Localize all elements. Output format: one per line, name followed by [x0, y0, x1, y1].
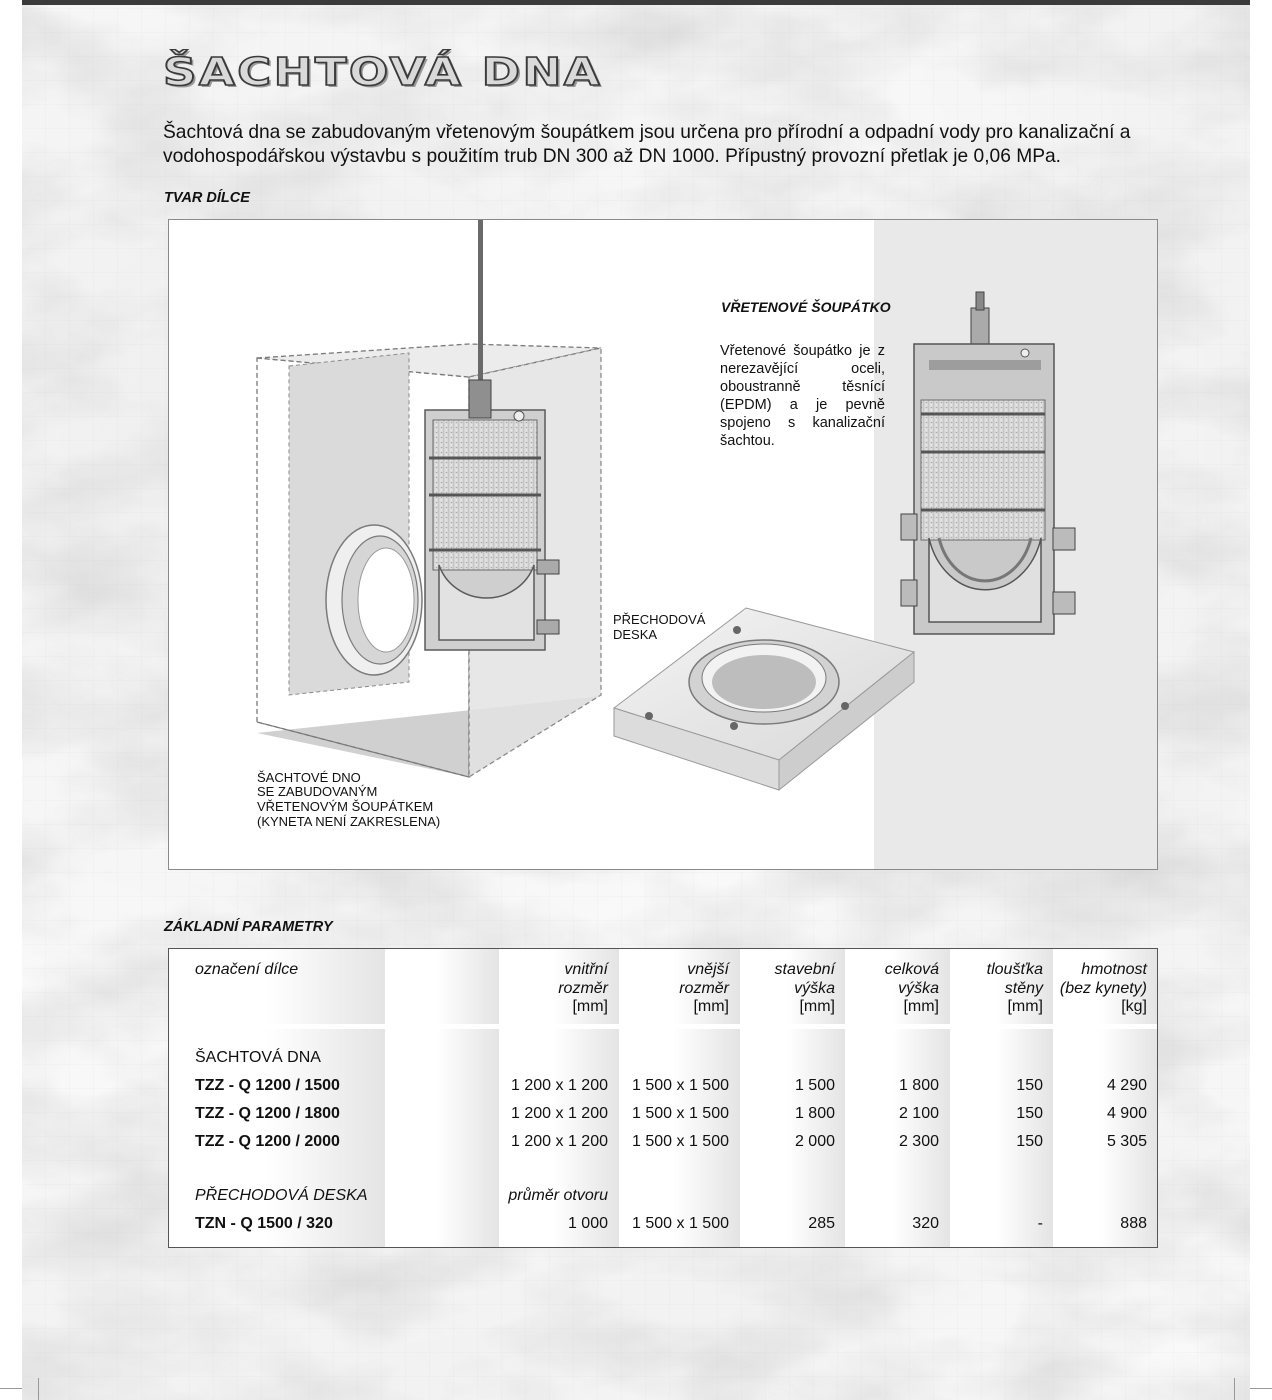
header-total-height-1: celková [884, 961, 939, 978]
crop-mark [0, 1388, 22, 1389]
header-name: označení dílce [195, 961, 299, 978]
header-weight-2: (bez kynety) [1059, 980, 1147, 997]
top-rule [22, 0, 1250, 5]
header-inner-1: vnitřní [564, 961, 608, 978]
shaft-label-line-1: ŠACHTOVÉ DNO [257, 770, 361, 785]
header-total-height-2: výška [898, 980, 939, 997]
header-weight-3: [kg] [1121, 998, 1147, 1015]
intro-paragraph: Šachtová dna se zabudovaným vřetenovým šoupátkem jsou určena pro přírodní a odpadní vody pro kanalizační a vodohospodářskou výstavbu s použitím trub DN 300 až DN 1000. Přípustný provozní přetlak je 0,06 MPa. [163, 122, 1131, 167]
header-total-height-3: [mm] [903, 998, 939, 1015]
header-build-height-3: [mm] [799, 998, 835, 1015]
header-wall-2: stěny [1004, 980, 1043, 997]
section-heading-params: ZÁKLADNÍ PARAMETRY [164, 919, 333, 935]
section-heading-shape: TVAR DÍLCE [164, 190, 250, 206]
valve-title-label: VŘETENOVÉ ŠOUPÁTKO [721, 299, 891, 315]
spindle-rod [478, 220, 483, 380]
valve-description: Vřetenové šoupátko je z nerezavějící oceli, oboustranně těsnící (EPDM) a je pevně spojeno s kanalizační šachtou. [720, 343, 885, 449]
shaft-label-line-2: SE ZABUDOVANÝM [257, 784, 378, 799]
header-build-height-2: výška [794, 980, 835, 997]
group-label-transition-plate: PŘECHODOVÁ DESKA [195, 1187, 368, 1204]
header-outer-2: rozměr [679, 980, 729, 997]
header-weight-1: hmotnost [1081, 961, 1147, 978]
header-wall-1: tloušťka [986, 961, 1043, 978]
group-label-shaft-bottoms: ŠACHTOVÁ DNA [195, 1049, 321, 1066]
parameters-table: označení dílce vnitřní rozměr [mm] vnější rozměr [mm] stavební výška [mm] celková výška [mm] tloušťka stěny [mm] hmotnost (bez kynety) [kg] ŠACHTOVÁ DNA TZZ - Q 1200 / 1500 1 200 x 1 200 1 500 x 1 500 1 500 1 800 150 4 290 TZZ - Q 1200 / 1800 1 200 x 1 200 1 500 x 1 500 1 800 2 100 150 4 900 TZZ - Q 1200 / 2000 1 200 x 1 200 1 500 x 1 500 2 000 2 300 150 5 305 PŘECHODOVÁ DESKA průměr otvoru TZN - Q 1500 / 320 1 000 1 500 x 1 500 285 320 - 888 [168, 948, 1158, 1248]
header-outer-1: vnější [687, 961, 729, 978]
header-inner-3: [mm] [572, 998, 608, 1015]
product-figure [168, 219, 1158, 870]
transition-plate-drawing [614, 608, 914, 790]
crop-mark [1234, 1378, 1235, 1400]
crop-mark [1250, 1388, 1272, 1389]
standalone-valve-drawing [901, 292, 1075, 634]
header-inner-2: rozměr [558, 980, 608, 997]
shaft-label-line-3: VŘETENOVÝM ŠOUPÁTKEM [257, 799, 434, 814]
plate-label-line-2: DESKA [613, 627, 658, 642]
crop-mark [38, 1378, 39, 1400]
header-build-height-1: stavební [774, 961, 835, 978]
pipe-ring-drawing [326, 525, 422, 675]
hole-diameter-note: průměr otvoru [508, 1187, 608, 1204]
header-outer-3: [mm] [693, 998, 729, 1015]
shaft-valve-drawing [425, 380, 559, 650]
header-wall-3: [mm] [1007, 998, 1043, 1015]
shaft-label-line-4: (KYNETA NENÍ ZAKRESLENA) [257, 814, 441, 829]
page-title: ŠACHTOVÁ DNA [163, 50, 603, 94]
plate-label-line-1: PŘECHODOVÁ [613, 612, 706, 627]
